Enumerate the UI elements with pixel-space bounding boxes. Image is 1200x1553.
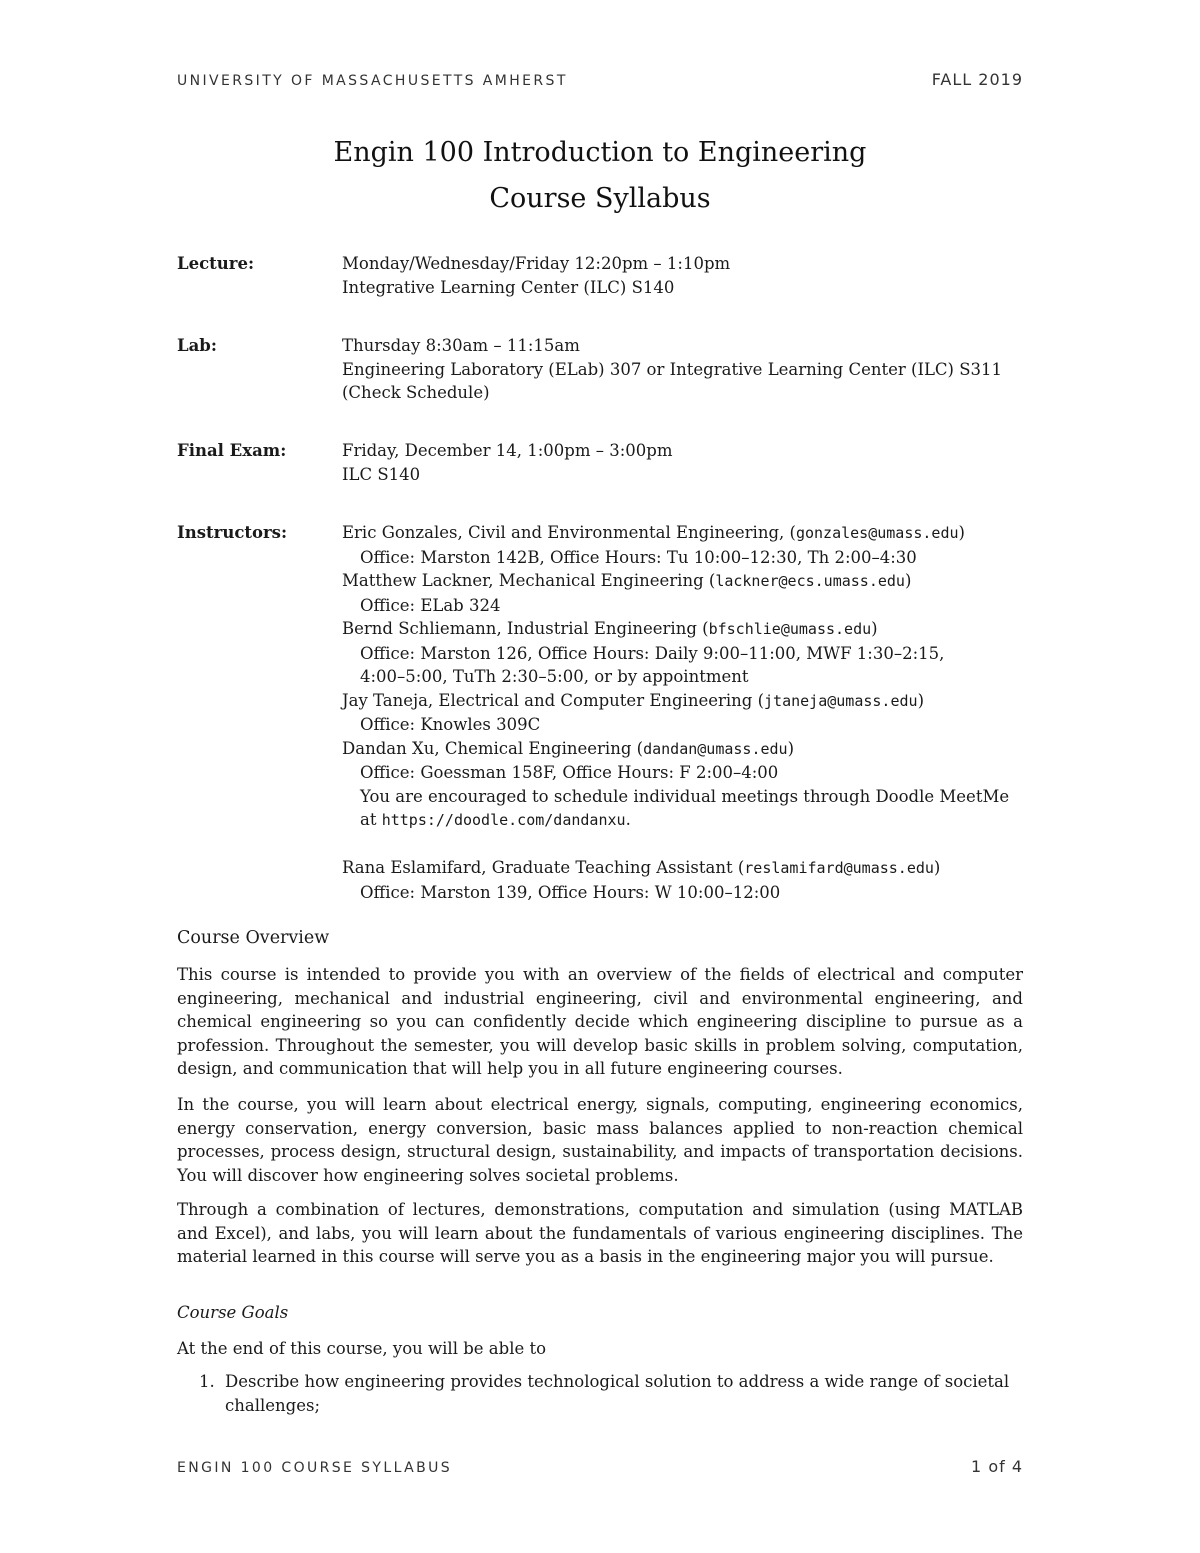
header-term: FALL 2019	[931, 70, 1023, 89]
email-link[interactable]: gonzales@umass.edu	[795, 524, 959, 542]
email-link[interactable]: jtaneja@umass.edu	[764, 691, 918, 710]
instructor-xu: Dandan Xu, Chemical Engineering (dandan@umass.edu)	[342, 738, 795, 758]
email-link[interactable]: dandan@umass.edu	[643, 739, 788, 758]
email-link[interactable]: lackner@ecs.umass.edu	[715, 572, 905, 590]
instructor-taneja: Jay Taneja, Electrical and Computer Engineering (jtaneja@umass.edu)	[342, 690, 924, 710]
lecture-location: Integrative Learning Center (ILC) S140	[342, 277, 675, 297]
course-title: Engin 100 Introduction to Engineering	[333, 137, 867, 168]
lecture-time: Monday/Wednesday/Friday 12:20pm – 1:10pm	[342, 254, 731, 273]
lab-time: Thursday 8:30am – 11:15am	[342, 336, 580, 355]
doodle-link-line: at https://doodle.com/dandanxu.	[360, 810, 631, 829]
instructor-office-hours-cont: 4:00–5:00, TuTh 2:30–5:00, or by appointment	[360, 667, 749, 686]
instructors-label: Instructors:	[177, 523, 288, 542]
instructors-list	[342, 521, 1009, 904]
overview-heading: Course Overview	[177, 928, 330, 948]
instructor-lackner: Matthew Lackner, Mechanical Engineering (lackner@ecs.umass.edu)	[342, 571, 912, 590]
page-number: 1 of 4	[971, 1457, 1023, 1476]
lab-schedule-note: (Check Schedule)	[342, 383, 490, 402]
overview-paragraph-2: In the course, you will learn about electrical energy, signals, computing, engineering economics, energy conservation, energy conversion, basic mass balances applied to non-reaction chemical processes, process design, structural design, sustainability, and impacts of transportation decisions. You will discover how engineering solves societal problems.	[177, 1095, 1023, 1185]
instructor-office: Office: Marston 126, Office Hours: Daily 9:00–11:00, MWF 1:30–2:15,	[360, 643, 945, 663]
instructor-schliemann: Bernd Schliemann, Industrial Engineering (bfschlie@umass.edu)	[342, 619, 878, 638]
lab-label: Lab:	[177, 336, 217, 355]
final-exam-location: ILC S140	[342, 464, 421, 484]
footer-course: ENGIN 100 COURSE SYLLABUS	[177, 1460, 453, 1476]
instructor-office: Office: ELab 324	[360, 595, 501, 615]
lecture-label: Lecture:	[177, 254, 255, 273]
email-link[interactable]: bfschlie@umass.edu	[708, 620, 872, 638]
doodle-note: You are encouraged to schedule individual meetings through Doodle MeetMe	[360, 786, 1010, 806]
final-exam-time: Friday, December 14, 1:00pm – 3:00pm	[342, 441, 673, 460]
goals-heading: Course Goals	[177, 1303, 289, 1322]
doodle-link[interactable]: https://doodle.com/dandanxu	[381, 811, 626, 829]
list-item-text: Describe how engineering provides technological solution to address a wide range of societal challenges;	[225, 1372, 1010, 1415]
instructor-office: Office: Goessman 158F, Office Hours: F 2:00–4:00	[360, 763, 779, 782]
email-link[interactable]: reslamifard@umass.edu	[744, 859, 934, 877]
instructor-office: Office: Marston 142B, Office Hours: Tu 10:00–12:30, Th 2:00–4:30	[360, 547, 917, 567]
overview-paragraph-3: Through a combination of lectures, demonstrations, computation and simulation (using MATLAB and Excel), and labs, you will learn about the fundamentals of various engineering disciplines. The material learned in this course will serve you as a basis in the engineering major you will pursue.	[177, 1200, 1023, 1266]
instructor-gonzales: Eric Gonzales, Civil and Environmental Engineering, (gonzales@umass.edu)	[342, 523, 965, 542]
list-item	[177, 1370, 1023, 1417]
goals-list	[177, 1370, 1023, 1417]
instructor-office: Office: Knowles 309C	[360, 715, 541, 734]
lab-location: Engineering Laboratory (ELab) 307 or Integrative Learning Center (ILC) S311	[342, 359, 1003, 379]
header-university: UNIVERSITY OF MASSACHUSETTS AMHERST	[177, 73, 568, 89]
lab-details	[342, 334, 1002, 405]
running-footer	[177, 1457, 1023, 1476]
instructor-eslamifard: Rana Eslamifard, Graduate Teaching Assistant (reslamifard@umass.edu)	[342, 858, 941, 877]
lecture-details	[342, 252, 730, 299]
final-exam-details	[342, 439, 672, 486]
goals-intro: At the end of this course, you will be able to	[177, 1339, 547, 1358]
final-exam-label: Final Exam:	[177, 441, 287, 460]
running-header	[177, 70, 1023, 89]
instructor-office: Office: Marston 139, Office Hours: W 10:00–12:00	[360, 882, 781, 902]
document-subtitle: Course Syllabus	[489, 183, 711, 214]
list-item-number: 1.	[199, 1372, 215, 1391]
overview-paragraph-1: This course is intended to provide you with an overview of the fields of electrical and computer engineering, mechanical and industrial engineering, civil and environmental engineering, and chemical engineering so you can confidently decide which engineering discipline to pursue as a profession. Throughout the semester, you will develop basic skills in problem solving, computation, design, and communication that will help you in all future engineering courses.	[177, 965, 1023, 1078]
